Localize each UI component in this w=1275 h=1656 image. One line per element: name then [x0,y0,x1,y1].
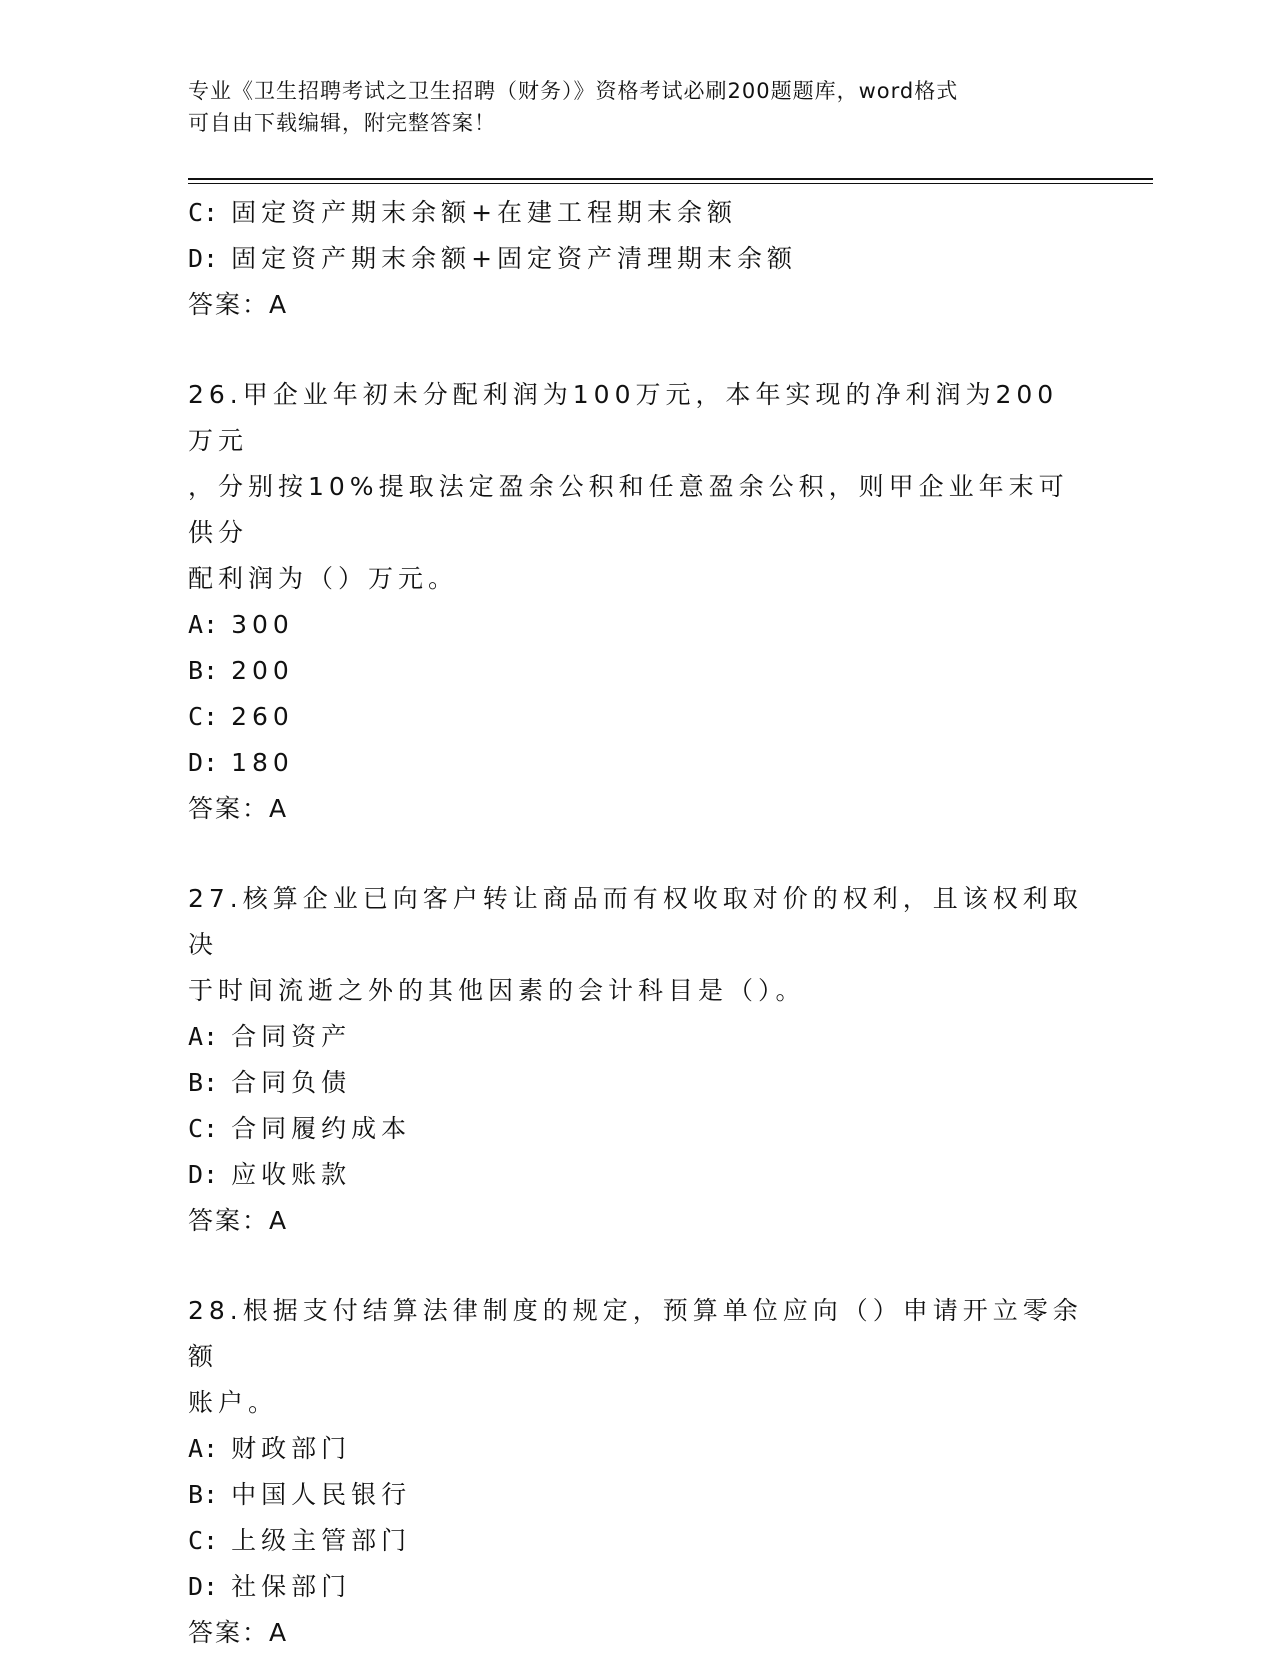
option-text: 300 [231,610,294,639]
option-letter: C: [188,702,219,731]
option-c [188,190,1088,236]
option-a [188,602,1088,648]
option-text: 固定资产期末余额+固定资产清理期末余额 [231,244,798,273]
question-carryover [188,190,1088,328]
header-rule-thick [188,178,1153,180]
option-a [188,1426,1088,1472]
answer-line: 答案：A [188,290,289,319]
answer-line: 答案：A [188,1618,289,1647]
option-letter: A: [188,1434,219,1463]
option-letter: B: [188,1480,219,1509]
option-b [188,1472,1088,1518]
option-a [188,1014,1088,1060]
option-c [188,1106,1088,1152]
option-letter: A: [188,1022,219,1051]
question-stem-line: 账户。 [188,1388,279,1417]
question-list [188,190,1088,1656]
document-header [188,75,1088,139]
option-text: 合同负债 [231,1068,352,1097]
option-letter: C: [188,1114,219,1143]
question-stem-line: 26.甲企业年初未分配利润为100万元，本年实现的净利润为200万元 [188,380,1059,455]
option-text: 260 [231,702,294,731]
option-letter: A: [188,610,219,639]
question-28 [188,1288,1088,1656]
option-d [188,236,1088,282]
option-text: 固定资产期末余额+在建工程期末余额 [231,198,738,227]
header-line-2: 可自由下载编辑，附完整答案！ [188,111,496,135]
question-stem-line: ，分别按10%提取法定盈余公积和任意盈余公积，则甲企业年末可供分 [188,472,1069,547]
option-b [188,1060,1088,1106]
option-letter: C: [188,198,219,227]
option-text: 应收账款 [231,1160,352,1189]
option-letter: D: [188,1160,219,1189]
option-text: 200 [231,656,294,685]
option-letter: D: [188,1572,219,1601]
option-text: 社保部门 [231,1572,352,1601]
question-26 [188,372,1088,832]
option-d [188,740,1088,786]
question-stem-line: 配利润为（）万元。 [188,564,459,593]
option-letter: D: [188,244,219,273]
option-letter: B: [188,1068,219,1097]
option-letter: C: [188,1526,219,1555]
option-text: 合同履约成本 [231,1114,412,1143]
question-stem-line: 28.根据支付结算法律制度的规定，预算单位应向（）申请开立零余额 [188,1296,1083,1371]
option-c [188,694,1088,740]
option-d [188,1564,1088,1610]
option-text: 上级主管部门 [231,1526,412,1555]
answer-line: 答案：A [188,794,289,823]
option-letter: D: [188,748,219,777]
header-rule-thin [188,183,1153,184]
option-text: 合同资产 [231,1022,352,1051]
option-text: 180 [231,748,294,777]
question-27 [188,876,1088,1244]
question-stem-line: 27.核算企业已向客户转让商品而有权收取对价的权利，且该权利取决 [188,884,1083,959]
answer-line: 答案：A [188,1206,289,1235]
option-c [188,1518,1088,1564]
option-letter: B: [188,656,219,685]
header-line-1: 专业《卫生招聘考试之卫生招聘（财务）》资格考试必刷200题题库，word格式 [188,79,959,103]
option-text: 中国人民银行 [231,1480,412,1509]
option-text: 财政部门 [231,1434,352,1463]
option-b [188,648,1088,694]
question-stem-line: 于时间流逝之外的其他因素的会计科目是（）。 [188,976,806,1005]
option-d [188,1152,1088,1198]
